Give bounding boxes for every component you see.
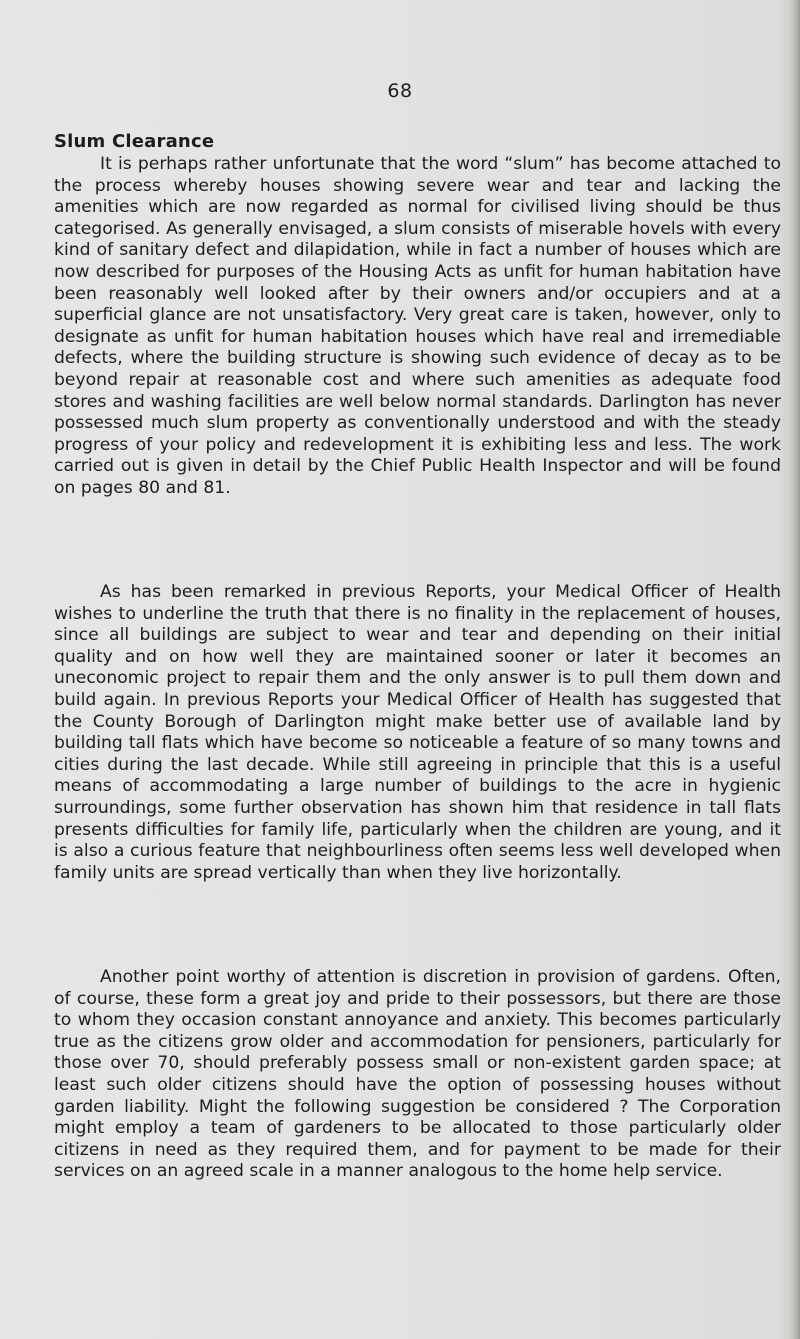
page-edge-shadow [790,0,800,1339]
paragraph-2: As has been remarked in previous Reports, your Medical Officer of Health wishes to underline the truth that there is no finality in the replacement of houses, since all buildings are subject to wear and tear and depending on their initial quality and on how well they are maintained sooner or later it becomes an uneconomic project to repair them and the only answer is to pull them down and build again. In previous Reports your Medical Officer of Health has suggested that the County Borough of Darlington might make better use of available land by building tall flats which have become so noticeable a feature of so many towns and cities during the last decade. While still agreeing in principle that this is a useful means of accommodating a large number of buildings to the acre in hygienic surroundings, some further observation has shown him that residence in tall flats presents difficulties for family life, particularly when the children are young, and it is also a curious feature that neighbourliness often seems less well developed when family units are spread vertically than when they live horizontally. [54,582,781,883]
paragraph-3: Another point worthy of attention is discretion in provision of gardens. Often, of course, these form a great joy and pride to their possessors, but there are those to whom they occasion constant annoyance and anxiety. This becomes particularly true as the citizens grow older and accommodation for pensioners, particularly for those over 70, should preferably possess small or non-existent garden space; at least such older citizens should have the option of possessing houses without garden liability. Might the following suggestion be considered ? The Corporation might employ a team of gardeners to be allocated to those particularly older citizens in need as they required them, and for payment to be made for their services on an agreed scale in a manner analogous to the home help service. [54,967,781,1182]
paragraph-1: It is perhaps rather unfortunate that the word “slum” has become attached to the process whereby houses showing severe wear and tear and lacking the amenities which are now regarded as normal for civilised living should be thus categorised. As generally envisaged, a slum consists of miserable hovels with every kind of sanitary defect and dilapidation, while in fact a number of houses which are now described for purposes of the Housing Acts as unfit for human habitation have been reasonably well looked after by their owners and/or occupiers and at a superficial glance are not unsatisfactory. Very great care is taken, however, only to designate as unfit for human habitation houses which have real and irremediable defects, where the building structure is showing such evidence of decay as to be beyond repair at reasonable cost and where such amenities as adequate food stores and washing facilities are well below normal standards. Darlington has never possessed much slum property as conventionally understood and with the steady progress of your policy and redevelopment it is exhibiting less and less. The work carried out is given in detail by the Chief Public Health Inspector and will be found on pages 80 and 81. [54,154,781,498]
page-number: 68 [387,80,413,102]
section-heading: Slum Clearance [54,131,215,152]
